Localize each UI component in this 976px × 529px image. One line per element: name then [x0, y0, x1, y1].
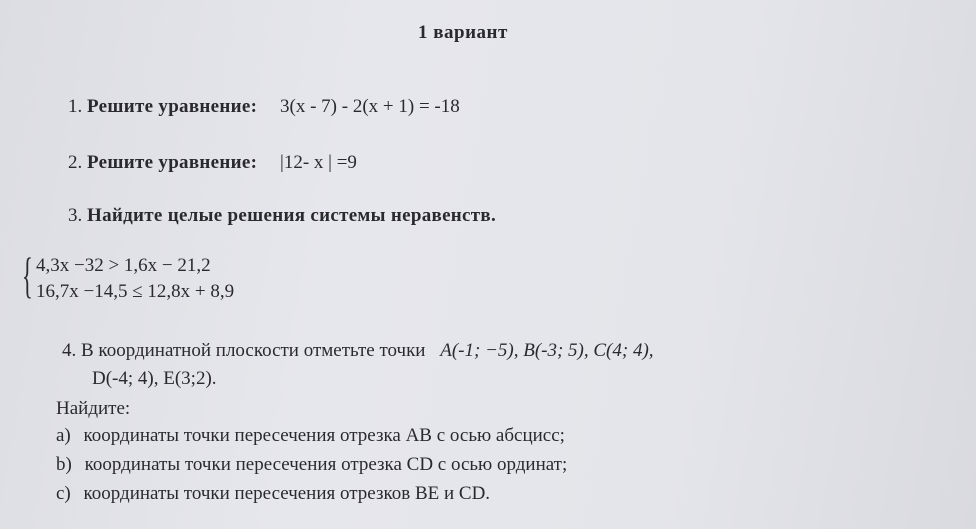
system-brace: { [22, 247, 33, 303]
inequality-2: 16,7x −14,5 ≤ 12,8x + 8,9 [36, 281, 235, 302]
find-label: Найдите: [56, 398, 131, 419]
find-item-a-marker: a) [56, 425, 71, 446]
task-4-number: 4. [62, 340, 77, 361]
task-4-text: В координатной плоскости отметьте точки [81, 340, 426, 361]
find-item-a-text: координаты точки пересечения отрезка AB с осью абсцисс; [83, 425, 565, 446]
task-1-number: 1. [68, 96, 83, 117]
find-item-b-marker: b) [56, 454, 72, 475]
task-2-equation: |12- x | =9 [280, 152, 357, 173]
variant-title: 1 вариант [418, 22, 508, 43]
task-3 [68, 205, 496, 227]
task-4-points-1: A(-1; −5), B(-3; 5), C(4; 4), [440, 340, 654, 361]
find-item-c-text: координаты точки пересечения отрезков BE и CD. [83, 483, 491, 504]
task-1-equation: 3(x - 7) - 2(x + 1) = -18 [280, 96, 460, 117]
inequality-1: 4,3x −32 > 1,6x − 21,2 [36, 255, 211, 276]
task-2-number: 2. [68, 152, 83, 173]
find-item-c [56, 483, 490, 505]
task-4-line-1 [62, 340, 654, 362]
task-3-label: Найдите целые решения системы неравенств. [87, 205, 497, 226]
task-1-label: Решите уравнение: [87, 96, 258, 117]
task-2 [68, 152, 357, 174]
task-3-number: 3. [68, 205, 83, 226]
task-4-points-2: D(-4; 4), E(3;2). [92, 368, 217, 389]
find-item-a [56, 425, 565, 447]
find-item-c-marker: c) [56, 483, 71, 504]
task-2-label: Решите уравнение: [87, 152, 258, 173]
find-item-b [56, 454, 567, 476]
find-item-b-text: координаты точки пересечения отрезка CD с осью ординат; [84, 454, 568, 475]
task-1 [68, 96, 460, 118]
